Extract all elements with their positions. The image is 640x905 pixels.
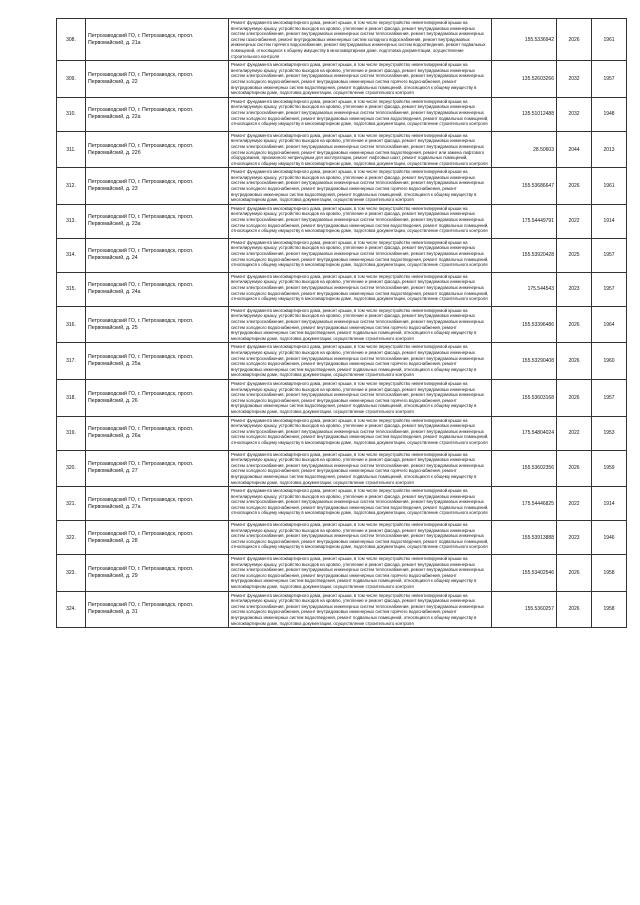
works-description-cell: Ремонт фундамента многоквартирного дома, ремонт крыши, в том числе переустройство невентилируемой крыши на вентилируемую крышу, устройство выходов на кровлю, утепление и ремонт фасада, ремонт внутридомовых инженерных систем электроснабжения, ремонт внутридомовых инженерных систем теплоснабжения, ремонт внутридомовых инженерных систем холодного водоснабжения, ремонт внутридомовых инженерных систем горячего водоснабжения, ремонт внутридомовых инженерных систем водоотведения, ремонт подвальных помещений, относящихся к общему имуществу в многоквартирном доме, подготовка документации, осуществление строительного контроля <box>229 61 492 98</box>
planned-year-cell: 2026 <box>557 306 592 343</box>
table-row <box>57 487 627 521</box>
row-number: 310. <box>57 97 86 131</box>
works-description-cell: Ремонт фундамента многоквартирного дома, ремонт крыши, в том числе переустройство невентилируемой крыши на вентилируемую крышу, устройство выходов на кровлю, утепление и ремонт фасада, ремонт внутридомовых инженерных систем электроснабжения, ремонт внутридомовых инженерных систем теплоснабжения, ремонт внутридомовых инженерных систем холодного водоснабжения, ремонт внутридомовых инженерных систем водоотведения, ремонт подвальных помещений, относящихся к общему имуществу в многоквартирном доме, подготовка документации, осуществление строительного контроля <box>229 521 492 555</box>
cost-cell: 155.53290408 <box>492 343 557 380</box>
table-row <box>57 343 627 380</box>
address-cell: Петрозаводский ГО, г. Петрозаводск, просп. Первомайский, д. 26 <box>86 379 229 416</box>
planned-year-cell: 2026 <box>557 379 592 416</box>
row-number: 311. <box>57 131 86 168</box>
table-row <box>57 591 627 628</box>
planned-year-cell: 2023 <box>557 521 592 555</box>
cost-cell: 175.54804024 <box>492 416 557 450</box>
address-cell: Петрозаводский ГО, г. Петрозаводск, просп. Первомайский, д. 27 <box>86 450 229 487</box>
table-row <box>57 555 627 592</box>
built-year-cell: 1953 <box>592 416 627 450</box>
planned-year-cell: 2026 <box>557 450 592 487</box>
address-cell: Петрозаводский ГО, г. Петрозаводск, просп. Первомайский, д. 25а <box>86 343 229 380</box>
address-cell: Петрозаводский ГО, г. Петрозаводск, просп. Первомайский, д. 29 <box>86 555 229 592</box>
table-row <box>57 272 627 306</box>
planned-year-cell: 2026 <box>557 19 592 61</box>
built-year-cell: 1957 <box>592 238 627 272</box>
table-row <box>57 379 627 416</box>
row-number: 317. <box>57 343 86 380</box>
built-year-cell: 1957 <box>592 61 627 98</box>
built-year-cell: 1960 <box>592 343 627 380</box>
built-year-cell: 1957 <box>592 272 627 306</box>
cost-cell: 155.53602356 <box>492 450 557 487</box>
works-description-cell: Ремонт фундамента многоквартирного дома, ремонт крыши, в том числе переустройство невентилируемой крыши на вентилируемую крышу, устройство выходов на кровлю, утепление и ремонт фасада, ремонт внутридомовых инженерных систем электроснабжения, ремонт внутридомовых инженерных систем теплоснабжения, ремонт внутридомовых инженерных систем холодного водоснабжения, ремонт внутридомовых инженерных систем горячего водоснабжения, ремонт внутридомовых инженерных систем водоотведения, ремонт подвальных помещений, относящихся к общему имуществу в многоквартирном доме, подготовка документации, осуществление строительного контроля <box>229 379 492 416</box>
works-description-cell: Ремонт фундамента многоквартирного дома, ремонт крыши, в том числе переустройство невентилируемой крыши на вентилируемую крышу, устройство выходов на кровлю, утепление и ремонт фасада, ремонт внутридомовых инженерных систем электроснабжения, ремонт внутридомовых инженерных систем теплоснабжения, ремонт внутридомовых инженерных систем холодного водоснабжения, ремонт внутридомовых инженерных систем горячего водоснабжения, ремонт внутридомовых инженерных систем водоотведения, ремонт подвальных помещений, относящихся к общему имуществу в многоквартирном доме, подготовка документации, осуществление строительного контроля <box>229 306 492 343</box>
address-cell: Петрозаводский ГО, г. Петрозаводск, просп. Первомайский, д. 23 <box>86 168 229 205</box>
row-number: 316. <box>57 306 86 343</box>
row-number: 321. <box>57 487 86 521</box>
planned-year-cell: 2025 <box>557 238 592 272</box>
table-row <box>57 306 627 343</box>
address-cell: Петрозаводский ГО, г. Петрозаводск, просп. Первомайский, д. 26а <box>86 416 229 450</box>
works-description-cell: Ремонт фундамента многоквартирного дома, ремонт крыши, в том числе переустройство невентилируемой крыши на вентилируемую крышу, устройство выходов на кровлю, утепление и ремонт фасада, ремонт внутридомовых инженерных систем электроснабжения, ремонт внутридомовых инженерных систем теплоснабжения, ремонт внутридомовых инженерных систем холодного водоснабжения, ремонт внутридомовых инженерных систем водоотведения, ремонт подвальных помещений, относящихся к общему имуществу в многоквартирном доме, подготовка документации, осуществление строительного контроля <box>229 272 492 306</box>
address-cell: Петрозаводский ГО, г. Петрозаводск, просп. Первомайский, д. 23а <box>86 204 229 238</box>
planned-year-cell: 2026 <box>557 591 592 628</box>
table-row <box>57 521 627 555</box>
program-table <box>56 18 627 628</box>
address-cell: Петрозаводский ГО, г. Петрозаводск, просп. Первомайский, д. 22 <box>86 61 229 98</box>
built-year-cell: 1946 <box>592 521 627 555</box>
address-cell: Петрозаводский ГО, г. Петрозаводск, просп. Первомайский, д. 22б <box>86 131 229 168</box>
works-description-cell: Ремонт фундамента многоквартирного дома, ремонт крыши, в том числе переустройство невентилируемой крыши на вентилируемую крышу, устройство выходов на кровлю, утепление и ремонт фасада, ремонт внутридомовых инженерных систем электроснабжения, ремонт внутридомовых инженерных систем теплоснабжения, ремонт внутридомовых инженерных систем холодного водоснабжения, ремонт внутридомовых инженерных систем горячего водоснабжения, ремонт внутридомовых инженерных систем водоотведения, ремонт подвальных помещений, относящихся к общему имуществу в многоквартирном доме, подготовка документации, осуществление строительного контроля <box>229 343 492 380</box>
cost-cell: 155.53603168 <box>492 379 557 416</box>
row-number: 315. <box>57 272 86 306</box>
planned-year-cell: 2026 <box>557 343 592 380</box>
built-year-cell: 1959 <box>592 450 627 487</box>
works-description-cell: Ремонт фундамента многоквартирного дома, ремонт крыши, в том числе переустройство невентилируемой крыши на вентилируемую крышу, устройство выходов на кровлю, утепление и ремонт фасада, ремонт внутридомовых инженерных систем электроснабжения, ремонт внутридомовых инженерных систем теплоснабжения, ремонт внутридомовых инженерных систем холодного водоснабжения, ремонт внутридомовых инженерных систем горячего водоснабжения, ремонт внутридомовых инженерных систем водоотведения, ремонт подвальных помещений, относящихся к общему имуществу в многоквартирном доме, подготовка документации, осуществление строительного контроля <box>229 591 492 628</box>
address-cell: Петрозаводский ГО, г. Петрозаводск, просп. Первомайский, д. 24а <box>86 272 229 306</box>
table-row <box>57 131 627 168</box>
row-number: 319. <box>57 416 86 450</box>
planned-year-cell: 2026 <box>557 555 592 592</box>
address-cell: Петрозаводский ГО, г. Петрозаводск, просп. Первомайский, д. 25 <box>86 306 229 343</box>
cost-cell: 135.52603266 <box>492 61 557 98</box>
works-description-cell: Ремонт фундамента многоквартирного дома, ремонт крыши, в том числе переустройство невентилируемой крыши на вентилируемую крышу, устройство выходов на кровлю, утепление и ремонт фасада, ремонт внутридомовых инженерных систем электроснабжения, ремонт внутридомовых инженерных систем теплоснабжения, ремонт внутридомовых инженерных систем холодного водоснабжения, ремонт внутридомовых инженерных систем водоотведения, ремонт подвальных помещений, относящихся к общему имуществу в многоквартирном доме, подготовка документации, осуществление строительного контроля <box>229 204 492 238</box>
table-row <box>57 450 627 487</box>
table-row <box>57 168 627 205</box>
planned-year-cell: 2032 <box>557 97 592 131</box>
built-year-cell: 2013 <box>592 131 627 168</box>
works-description-cell: Ремонт фундамента многоквартирного дома, ремонт крыши, в том числе переустройство невентилируемой крыши на вентилируемую крышу, устройство выходов на кровлю, утепление и ремонт фасада, ремонт внутридомовых инженерных систем электроснабжения, ремонт внутридомовых инженерных систем теплоснабжения, ремонт внутридомовых инженерных систем холодного водоснабжения, ремонт внутридомовых инженерных систем горячего водоснабжения, ремонт внутридомовых инженерных систем водоотведения, ремонт подвальных помещений, относящихся к общему имуществу в многоквартирном доме, подготовка документации, осуществление строительного контроля <box>229 168 492 205</box>
planned-year-cell: 2023 <box>557 272 592 306</box>
cost-cell: 155.53396486 <box>492 306 557 343</box>
row-number: 308. <box>57 19 86 61</box>
works-description-cell: Ремонт фундамента многоквартирного дома, ремонт крыши, в том числе переустройство невентилируемой крыши на вентилируемую крышу, устройство выходов на кровлю, утепление и ремонт фасада, ремонт внутридомовых инженерных систем электроснабжения, ремонт внутридомовых инженерных систем теплоснабжения, ремонт внутридомовых инженерных систем холодного водоснабжения, ремонт внутридомовых инженерных систем водоотведения, ремонт подвальных помещений, относящихся к общему имуществу в многоквартирном доме, подготовка документации, осуществление строительного контроля <box>229 487 492 521</box>
planned-year-cell: 2044 <box>557 131 592 168</box>
row-number: 318. <box>57 379 86 416</box>
works-description-cell: Ремонт фундамента многоквартирного дома, ремонт крыши, в том числе переустройство невентилируемой крыши на вентилируемую крышу, устройство выходов на кровлю, утепление и ремонт фасада, ремонт внутридомовых инженерных систем электроснабжения, ремонт внутридомовых инженерных систем теплоснабжения, ремонт внутридомовых инженерных систем холодного водоснабжения, ремонт внутридомовых инженерных систем водоотведения, ремонт подвальных помещений, относящихся к общему имуществу в многоквартирном доме, подготовка документации, осуществление строительного контроля <box>229 238 492 272</box>
cost-cell: 155.5336942 <box>492 19 557 61</box>
planned-year-cell: 2022 <box>557 416 592 450</box>
table-row <box>57 97 627 131</box>
works-description-cell: Ремонт фундамента многоквартирного дома, ремонт крыши, в том числе переустройство невентилируемой крыши на вентилируемую крышу, устройство выходов на кровлю, утепление и ремонт фасада, ремонт внутридомовых инженерных систем электроснабжения, ремонт внутридомовых инженерных систем теплоснабжения, ремонт внутридомовых инженерных систем холодного водоснабжения, ремонт внутридомовых инженерных систем водоотведения, ремонт или замена лифтового оборудования, признанного непригодным для эксплуатации, ремонт лифтовых шахт, ремонт подвальных помещений, относящихся к общему имуществу в многоквартирном доме, подготовка документации, осуществление строительного контроля <box>229 131 492 168</box>
row-number: 314. <box>57 238 86 272</box>
row-number: 322. <box>57 521 86 555</box>
built-year-cell: 1914 <box>592 487 627 521</box>
table-row <box>57 19 627 61</box>
table-body <box>57 19 627 628</box>
cost-cell: 155.53913888 <box>492 521 557 555</box>
row-number: 312. <box>57 168 86 205</box>
table-row <box>57 61 627 98</box>
cost-cell: 155.53686647 <box>492 168 557 205</box>
planned-year-cell: 2022 <box>557 487 592 521</box>
planned-year-cell: 2022 <box>557 204 592 238</box>
table-row <box>57 416 627 450</box>
cost-cell: 175.54449791 <box>492 204 557 238</box>
cost-cell: 155.5360257 <box>492 591 557 628</box>
cost-cell: 155.53920428 <box>492 238 557 272</box>
works-description-cell: Ремонт фундамента многоквартирного дома, ремонт крыши, в том числе переустройство невентилируемой крыши на вентилируемую крышу, устройство выходов на кровлю, утепление и ремонт фасада, ремонт внутридомовых инженерных систем электроснабжения, ремонт внутридомовых инженерных систем теплоснабжения, ремонт внутридомовых инженерных систем холодного водоснабжения, ремонт внутридомовых инженерных систем водоотведения, ремонт подвальных помещений, относящихся к общему имуществу в многоквартирном доме, подготовка документации, осуществление строительного контроля <box>229 416 492 450</box>
built-year-cell: 1958 <box>592 591 627 628</box>
works-description-cell: Ремонт фундамента многоквартирного дома, ремонт крыши, в том числе переустройство невентилируемой крыши на вентилируемую крышу, устройство выходов на кровлю, утепление и ремонт фасада, ремонт внутридомовых инженерных систем электроснабжения, ремонт внутридомовых инженерных систем теплоснабжения, ремонт внутридомовых инженерных систем холодного водоснабжения, ремонт внутридомовых инженерных систем горячего водоснабжения, ремонт внутридомовых инженерных систем водоотведения, ремонт подвальных помещений, относящихся к общему имуществу в многоквартирном доме, подготовка документации, осуществление строительного контроля <box>229 555 492 592</box>
address-cell: Петрозаводский ГО, г. Петрозаводск, просп. Первомайский, д. 28 <box>86 521 229 555</box>
address-cell: Петрозаводский ГО, г. Петрозаводск, просп. Первомайский, д. 31 <box>86 591 229 628</box>
address-cell: Петрозаводский ГО, г. Петрозаводск, просп. Первомайский, д. 22а <box>86 97 229 131</box>
address-cell: Петрозаводский ГО, г. Петрозаводск, просп. Первомайский, д. 21а <box>86 19 229 61</box>
built-year-cell: 1914 <box>592 204 627 238</box>
row-number: 320. <box>57 450 86 487</box>
built-year-cell: 1964 <box>592 306 627 343</box>
row-number: 309. <box>57 61 86 98</box>
cost-cell: 175.544543 <box>492 272 557 306</box>
row-number: 323. <box>57 555 86 592</box>
built-year-cell: 1957 <box>592 379 627 416</box>
row-number: 324. <box>57 591 86 628</box>
works-description-cell: Ремонт фундамента многоквартирного дома, ремонт крыши, в том числе переустройство невентилируемой крыши на вентилируемую крышу, устройство выходов на кровлю, утепление и ремонт фасада, ремонт внутридомовых инженерных систем электроснабжения, ремонт внутридомовых инженерных систем теплоснабжения, ремонт внутридомовых инженерных систем холодного водоснабжения, ремонт внутридомовых инженерных систем горячего водоснабжения, ремонт внутридомовых инженерных систем водоотведения, ремонт подвальных помещений, относящихся к общему имуществу в многоквартирном доме, подготовка документации, осуществление строительного контроля <box>229 450 492 487</box>
address-cell: Петрозаводский ГО, г. Петрозаводск, просп. Первомайский, д. 27а <box>86 487 229 521</box>
cost-cell: 175.54446825 <box>492 487 557 521</box>
cost-cell: 28.50603 <box>492 131 557 168</box>
built-year-cell: 1958 <box>592 555 627 592</box>
works-description-cell: Ремонт фундамента многоквартирного дома, ремонт крыши, в том числе переустройство невентилируемой крыши на вентилируемую крышу, устройство выходов на кровлю, утепление и ремонт фасада, ремонт внутридомовых инженерных систем электроснабжения, ремонт внутридомовых инженерных систем теплоснабжения, ремонт внутридомовых инженерных систем газоснабжения, ремонт внутридомовых инженерных систем холодного водоснабжения, ремонт внутридомовых инженерных систем горячего водоснабжения, ремонт внутридомовых инженерных систем водоотведения, ремонт подвальных помещений, относящихся к общему имуществу в многоквартирном доме, подготовка документации, осуществление строительного контроля <box>229 19 492 61</box>
cost-cell: 155.53402546 <box>492 555 557 592</box>
built-year-cell: 1948 <box>592 97 627 131</box>
works-description-cell: Ремонт фундамента многоквартирного дома, ремонт крыши, в том числе переустройство невентилируемой крыши на вентилируемую крышу, устройство выходов на кровлю, утепление и ремонт фасада, ремонт внутридомовых инженерных систем электроснабжения, ремонт внутридомовых инженерных систем теплоснабжения, ремонт внутридомовых инженерных систем холодного водоснабжения, ремонт внутридомовых инженерных систем водоотведения, ремонт подвальных помещений, относящихся к общему имуществу в многоквартирном доме, подготовка документации, осуществление строительного контроля <box>229 97 492 131</box>
planned-year-cell: 2032 <box>557 61 592 98</box>
cost-cell: 135.51012488 <box>492 97 557 131</box>
table-row <box>57 238 627 272</box>
row-number: 313. <box>57 204 86 238</box>
table-row <box>57 204 627 238</box>
address-cell: Петрозаводский ГО, г. Петрозаводск, просп. Первомайский, д. 24 <box>86 238 229 272</box>
planned-year-cell: 2026 <box>557 168 592 205</box>
built-year-cell: 1961 <box>592 168 627 205</box>
built-year-cell: 1961 <box>592 19 627 61</box>
